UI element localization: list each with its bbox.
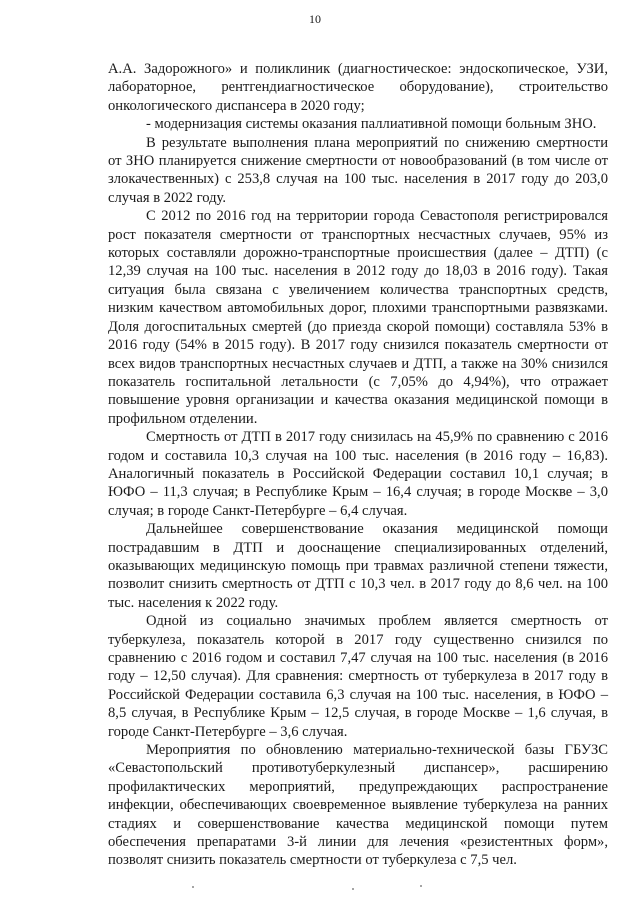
paragraph: Дальнейшее совершенствование оказания медицинской помощи пострадавшим в ДТП и дооснащение специализированных отделений, оказывающих медицинскую помощь при травмах различной степени тяжести, позволит снизить смертность от ДТП с 10,3 чел. в 2017 году до 8,6 чел. на 100 тыс. населения к 2022 году. [108, 521, 608, 611]
scan-specks [0, 882, 630, 902]
paragraph: С 2012 по 2016 год на территории города Севастополя регистрировался рост показателя смертности от транспортных несчастных случаев, 95% из которых составляли дорожно-транспортные происшествия (далее – ДТП) (с 12,39 случая на 100 тыс. населения в 2012 году до 18,03 в 2016 году). Такая ситуация была связана с увеличением количества транспортных средств, низким качеством автомобильных дорог, плохими транспортными развязками. Доля догоспитальных смертей (до приезда скорой помощи) составляла 53% в 2016 году (54% в 2015 году). В 2017 году снизился показатель смертности от всех видов транспортных несчастных случаев и ДТП, а также на 30% снизился показатель госпитальной летальности (с 7,05% до 4,94%), что отражает повышение уровня организации и качества оказания медицинской помощи в профильном отделении. [108, 208, 608, 427]
speck [352, 888, 354, 890]
paragraph: В результате выполнения плана мероприятий по снижению смертности от ЗНО планируется снижение смертности от новообразований (в том числе от злокачественных) с 253,8 случая на 100 тыс. населения в 2017 году до 203,0 случая в 2022 году. [108, 134, 608, 206]
speck [192, 886, 194, 888]
document-body [108, 60, 608, 870]
paragraph: Смертность от ДТП в 2017 году снизилась на 45,9% по сравнению с 2016 годом и составила 10,3 случая на 100 тыс. населения (в 2016 году – 16,83). Аналогичный показатель в Российской Федерации составил 10,1 случая; в ЮФО – 11,3 случая; в Республике Крым – 16,4 случая; в городе Москве – 3,0 случая; в городе Санкт-Петербурге – 6,4 случая. [108, 429, 608, 519]
speck [420, 885, 422, 887]
paragraph: Одной из социально значимых проблем является смертность от туберкулеза, показатель которой в 2017 году существенно снизился по сравнению с 2016 годом и составил 7,47 случая на 100 тыс. населения (в 2016 году – 12,50 случая). Для сравнения: смертность от туберкулеза в 2017 году в Российской Федерации составила 6,3 случая на 100 тыс. населения, в ЮФО – 8,5 случая, в Республике Крым – 12,5 случая, в городе Москве – 1,6 случая, в городе Санкт-Петербурге – 3,6 случая. [108, 613, 608, 740]
paragraph: А.А. Задорожного» и поликлиник (диагностическое: эндоскопическое, УЗИ, лабораторное, рентгендиагностическое оборудование), строительство онкологического диспансера в 2020 году; [108, 61, 608, 114]
page-number: 10 [309, 12, 321, 26]
list-item: - модернизация системы оказания паллиативной помощи больным ЗНО. [146, 116, 597, 133]
paragraph: Мероприятия по обновлению материально-технической базы ГБУЗС «Севастопольский противотуберкулезный диспансер», расширению профилактических мероприятий, предупреждающих распространение инфекции, обеспечивающих своевременное выявление туберкулеза на ранних стадиях и совершенствование качества медицинской помощи путем обеспечения препаратами 3-й линии для лечения «резистентных форм», позволят снизить показатель смертности от туберкулеза с 7,5 чел. [108, 742, 608, 869]
